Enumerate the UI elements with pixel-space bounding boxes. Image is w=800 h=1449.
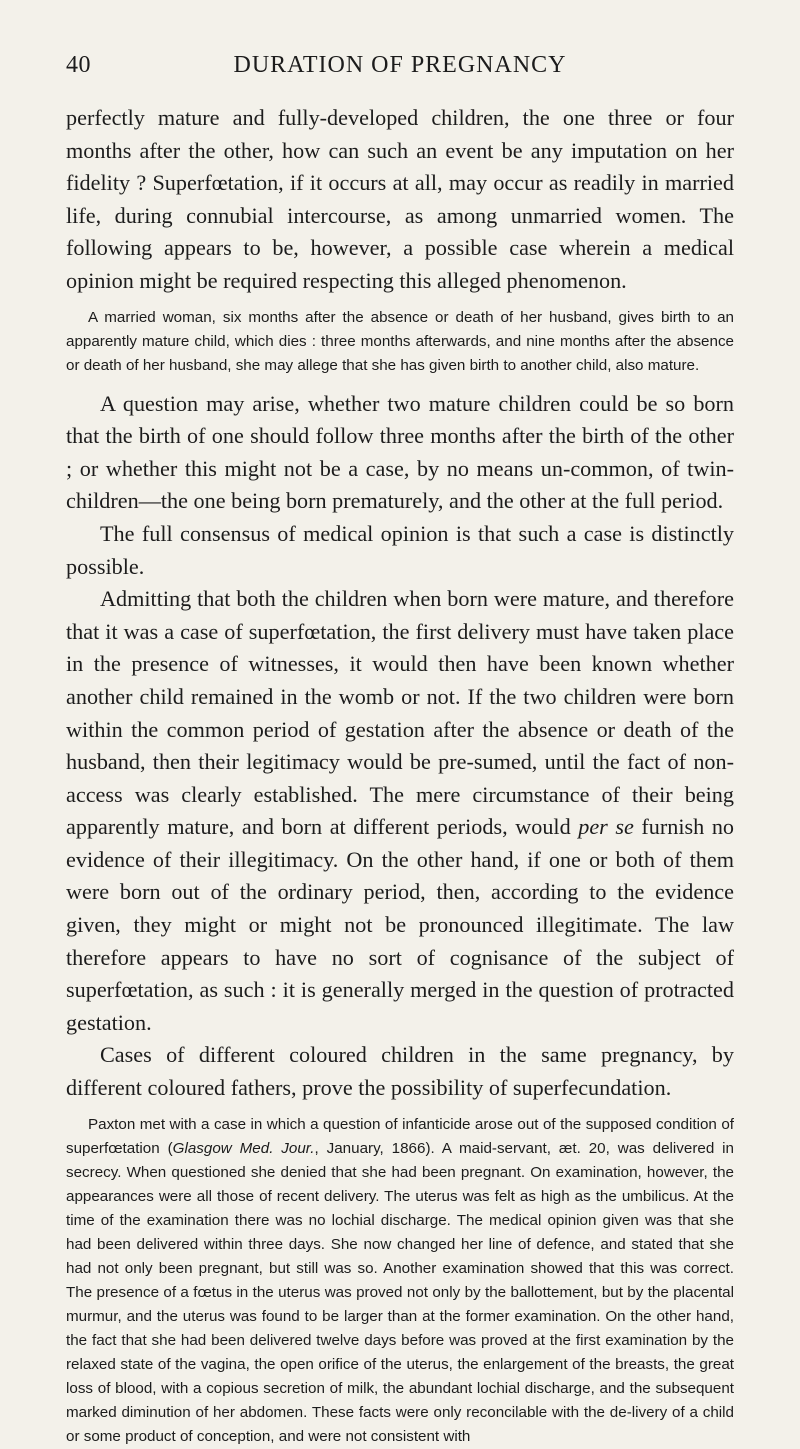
paragraph-twin-question: A question may arise, whether two mature children could be so born that the birth of one should follow three months after the birth of the other ; or whether this might not be a case, by no means un-common, of twin-children—the one being born prematurely, and the other at the full period. (66, 390, 734, 514)
case-note-paxton (66, 1113, 734, 1449)
paragraph-legitimacy (66, 583, 734, 1039)
paragraph-continuation: perfectly mature and fully-developed children, the one three or four months after the other, how can such an event be any imputation on her fidelity ? Superfœtation, if it occurs at all, may occur as readily in married life, during connubial intercourse, as among unmarried women. The following appears to be, however, a possible case wherein a medical opinion might be required respecting this alleged phenomenon. (66, 105, 734, 293)
paragraph-superfecundation: Cases of different coloured children in the same pregnancy, by different coloured fathers, prove the possibility of superfecundation. (66, 1042, 734, 1101)
case-note-married-woman (66, 306, 734, 378)
page-header (66, 52, 734, 92)
italic-per-se: per se (578, 814, 634, 840)
paxton-case-end: , January, 1866). A maid-servant, æt. 20, was delivered in secrecy. When questioned she denied that she had been pregnant. On examination, however, the appearances were all those of recent delivery. The uterus was felt as high as the umbilicus. At the time of the examination there was no lochial discharge. The medical opinion given was that she had been delivered within three days. She now changed her line of defence, and stated that she had not only been pregnant, but still was so. Another examination showed that this was correct. The presence of a fœtus in the uterus was proved not only by the ballottement, but by the placental murmur, and the uterus was found to be larger than at the former examination. On the other hand, the fact that she had been delivered twelve days before was proved at the first examination by the relaxed state of the vagina, the open orifice of the uterus, the enlargement of the breasts, the great loss of blood, with a copious secretion of milk, the abundant lochial discharge, and the subsequent marked diminution of her abdomen. These facts were only reconcilable with the de-livery of a child or some product of conception, and were not consistent with (66, 1139, 734, 1445)
paragraph-consensus: The full consensus of medical opinion is that such a case is distinctly possible. (66, 520, 734, 579)
case-note-text: A married woman, six months after the absence or death of her husband, gives birth to an apparently mature child, which dies : three months afterwards, and nine months after the absence or death of her husband, she may allege that she has given birth to another child, also mature. (66, 308, 734, 374)
running-title: DURATION OF PREGNANCY (233, 52, 567, 78)
paxton-case-start: Paxton met with a case in which a question of infanticide arose out of the supposed condition of superfœtation ( (66, 1115, 734, 1157)
paxton-case-text (66, 1113, 734, 1449)
journal-citation: Glasgow Med. Jour. (172, 1139, 315, 1157)
paragraph-legitimacy-end: furnish no evidence of their illegitimacy. On the other hand, if one or both of them were born out of the ordinary period, then, according to the evidence given, they might or might not be pronounced illegitimate. The law therefore appears to have no sort of cognisance of the subject of superfœtation, as such : it is generally merged in the question of protracted gestation. (66, 814, 735, 1035)
paragraph-legitimacy-start: Admitting that both the children when born were mature, and therefore that it was a case of superfœtation, the first delivery must have taken place in the presence of witnesses, it would then have been known whether another child remained in the womb or not. If the two children were born within the common period of gestation after the absence or death of the husband, then their legitimacy would be pre-sumed, until the fact of non-access was clearly established. The mere circumstance of their being apparently mature, and born at different periods, would (66, 586, 734, 840)
page-number: 40 (66, 52, 91, 78)
